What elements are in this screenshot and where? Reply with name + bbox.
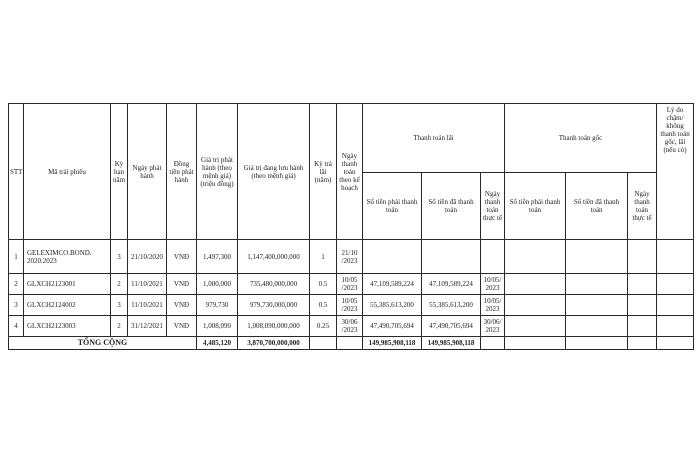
cell-issue-date: 11/10/2021 <box>128 295 167 316</box>
header-principal-paid: Số tiền đã thanh toán <box>566 173 628 240</box>
cell-principal-actual-date <box>628 316 657 337</box>
cell-bond-code: GELEXIMCO.BOND. 2020.2023 <box>24 240 111 274</box>
cell-term: 3 <box>111 295 128 316</box>
header-principal-payable: Số tiền phải thanh toán <box>505 173 566 240</box>
cell-principal-paid <box>566 240 628 274</box>
cell-interest-payable: 47,109,589,224 <box>363 274 422 295</box>
total-empty-cell <box>657 337 694 350</box>
cell-delay-reason <box>657 274 694 295</box>
header-issue-date: Ngày phát hành <box>128 104 167 240</box>
table-row <box>9 295 694 316</box>
cell-principal-paid <box>566 274 628 295</box>
header-principal-payment: Thanh toán gốc <box>505 104 657 173</box>
cell-principal-payable <box>505 295 566 316</box>
cell-interest-payable <box>363 240 422 274</box>
total-label: TỔNG CỘNG <box>9 337 197 350</box>
table-row <box>9 274 694 295</box>
bond-payment-table-sheet <box>8 103 693 350</box>
total-issue-value: 4,485,120 <box>197 337 238 350</box>
cell-bond-code: GLXCH2124002 <box>24 295 111 316</box>
total-interest-paid: 149,985,908,118 <box>422 337 481 350</box>
cell-issue-date: 31/12/2021 <box>128 316 167 337</box>
total-empty-cell <box>505 337 566 350</box>
cell-principal-paid <box>566 316 628 337</box>
cell-interest-actual-date: 30/06/ 2023 <box>481 316 505 337</box>
cell-principal-payable <box>505 274 566 295</box>
cell-outstanding-value: 979,730,000,000 <box>238 295 310 316</box>
cell-stt: 3 <box>9 295 24 316</box>
cell-issue-date: 21/10/2020 <box>128 240 167 274</box>
cell-outstanding-value: 1,008,090,000,000 <box>238 316 310 337</box>
cell-term: 2 <box>111 274 128 295</box>
header-bond-code: Mã trái phiếu <box>24 104 111 240</box>
header-planned-payment-date: Ngày thanh toán theo kế hoạch <box>337 104 363 240</box>
header-stt: STT <box>9 104 24 240</box>
cell-principal-actual-date <box>628 295 657 316</box>
cell-stt: 4 <box>9 316 24 337</box>
cell-principal-payable <box>505 316 566 337</box>
header-issue-value: Giá trị phát hành (theo mệnh giá) (triệu đồng) <box>197 104 238 240</box>
cell-interest-period: 0.5 <box>310 274 337 295</box>
cell-bond-code: GLXCH2123001 <box>24 274 111 295</box>
cell-interest-actual-date: 10/05/ 2023 <box>481 274 505 295</box>
total-interest-payable: 149,985,908,118 <box>363 337 422 350</box>
cell-planned-date: 10/05 /2023 <box>337 274 363 295</box>
cell-principal-paid <box>566 295 628 316</box>
cell-interest-payable: 47,490,705,694 <box>363 316 422 337</box>
cell-delay-reason <box>657 295 694 316</box>
header-delay-reason: Lý do chậm/ không thanh toán gốc, lãi (nếu có) <box>657 104 694 240</box>
header-interest-period: Kỳ trả lãi (năm) <box>310 104 337 240</box>
cell-interest-paid: 47,490,705,694 <box>422 316 481 337</box>
cell-interest-paid <box>422 240 481 274</box>
total-outstanding-value: 3,870,700,000,000 <box>238 337 310 350</box>
cell-term: 2 <box>111 316 128 337</box>
cell-planned-date: 30/06 /2023 <box>337 316 363 337</box>
cell-term: 3 <box>111 240 128 274</box>
cell-bond-code: GLXCH2123003 <box>24 316 111 337</box>
cell-currency: VNĐ <box>167 295 197 316</box>
bond-payment-table <box>8 103 694 350</box>
cell-interest-period: 0.5 <box>310 295 337 316</box>
table-row <box>9 316 694 337</box>
cell-principal-payable <box>505 240 566 274</box>
header-principal-actual-date: Ngày thanh toán thực tế <box>628 173 657 240</box>
cell-principal-actual-date <box>628 240 657 274</box>
cell-planned-date: 10/05 /2023 <box>337 295 363 316</box>
cell-interest-actual-date <box>481 240 505 274</box>
cell-interest-period: 1 <box>310 240 337 274</box>
cell-issue-date: 11/10/2021 <box>128 274 167 295</box>
total-row <box>9 337 694 350</box>
cell-issue-value: 1,008,090 <box>197 316 238 337</box>
cell-delay-reason <box>657 316 694 337</box>
cell-issue-value: 1,000,000 <box>197 274 238 295</box>
header-term: Kỳ hạn năm <box>111 104 128 240</box>
header-interest-payment: Thanh toán lãi <box>363 104 505 173</box>
cell-issue-value: 1,497,300 <box>197 240 238 274</box>
header-interest-paid: Số tiền đã thanh toán <box>422 173 481 240</box>
header-currency: Đồng tiền phát hành <box>167 104 197 240</box>
cell-currency: VNĐ <box>167 240 197 274</box>
cell-planned-date: 21/10 /2023 <box>337 240 363 274</box>
total-empty-cell <box>310 337 337 350</box>
cell-outstanding-value: 1,147,400,000,000 <box>238 240 310 274</box>
cell-interest-period: 0.25 <box>310 316 337 337</box>
cell-stt: 1 <box>9 240 24 274</box>
total-empty-cell <box>481 337 505 350</box>
cell-delay-reason <box>657 240 694 274</box>
cell-currency: VNĐ <box>167 316 197 337</box>
cell-stt: 2 <box>9 274 24 295</box>
table-row <box>9 240 694 274</box>
cell-interest-payable: 55,385,613,200 <box>363 295 422 316</box>
cell-outstanding-value: 735,480,000,000 <box>238 274 310 295</box>
cell-issue-value: 979,730 <box>197 295 238 316</box>
cell-interest-paid: 55,385,613,200 <box>422 295 481 316</box>
cell-interest-actual-date: 10/05/ 2023 <box>481 295 505 316</box>
total-empty-cell <box>337 337 363 350</box>
header-interest-actual-date: Ngày thanh toán thực tế <box>481 173 505 240</box>
header-outstanding-value: Giá trị đang lưu hành (theo mệnh giá) <box>238 104 310 240</box>
cell-principal-actual-date <box>628 274 657 295</box>
header-interest-payable: Số tiền phải thanh toán <box>363 173 422 240</box>
cell-interest-paid: 47,109,589,224 <box>422 274 481 295</box>
cell-currency: VNĐ <box>167 274 197 295</box>
total-empty-cell <box>628 337 657 350</box>
total-empty-cell <box>566 337 628 350</box>
